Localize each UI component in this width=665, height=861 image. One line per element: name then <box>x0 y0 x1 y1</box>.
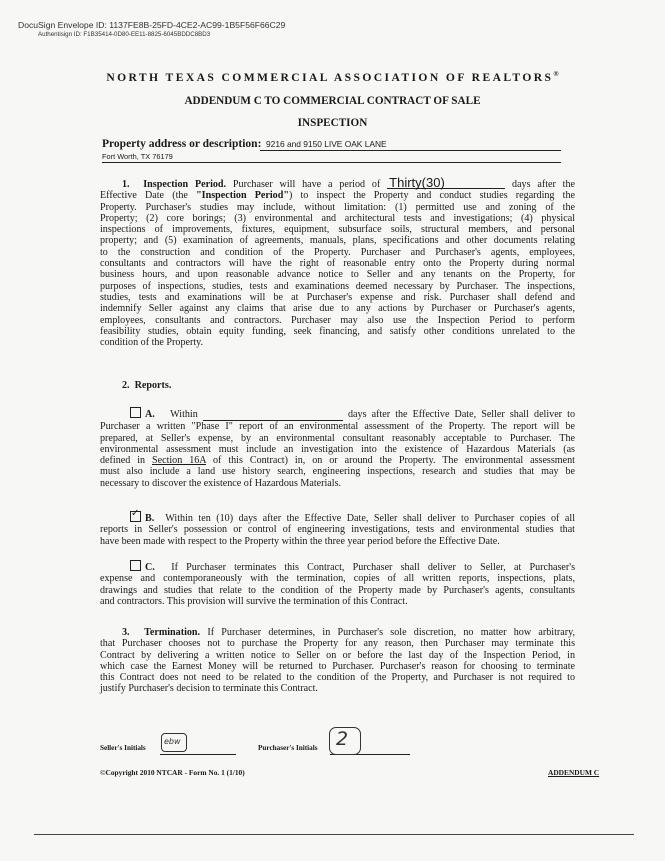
s2a-line: defined in Section 16A of this Contract) in, on or around the Property. The environmental assessment <box>100 455 575 467</box>
section-16a-link[interactable]: Section 16A <box>152 455 207 467</box>
section-reports-a <box>100 407 575 489</box>
s2a-line: A. Within days after the Effective Date, Seller shall deliver to <box>100 407 575 421</box>
addendum-title: ADDENDUM C TO COMMERCIAL CONTRACT OF SALE <box>184 95 481 107</box>
s3-line: that Purchaser chooses not to purchase the Property for any reason, then Purchaser may terminate this <box>100 638 575 650</box>
registered-mark: ® <box>553 70 559 78</box>
s2b-line: reports in Seller's possession or control of engineering investigations, tests and environmental studies that <box>100 524 575 536</box>
s2a-line: prepared, at Seller's expense, by an environmental consultant reasonably acceptable to Purchaser. The <box>100 432 575 444</box>
s3-line: which case the Earnest Money will be returned to Purchaser. Purchaser's reason for choosing to terminate <box>100 660 575 672</box>
docusign-stamp <box>18 21 285 39</box>
property-label: Property address or description: <box>102 138 262 150</box>
s3-line: 3. Termination. If Purchaser determines, in Purchaser's sole discretion, no matter how arbitrary, <box>122 627 575 638</box>
s2-heading: Reports. <box>134 380 172 391</box>
s2c-line: C. If Purchaser terminates this Contract, Purchaser shall deliver to Seller, at Purchaser's <box>100 560 575 573</box>
s2b-line: have been made with respect to the Property within the three year period before the Effective Date. <box>100 535 500 547</box>
authentisign-id: Authentisign ID: F1B35414-0D80-EE11-8825-6045BDDC8BD3 <box>38 31 211 38</box>
s1-heading: Inspection Period. <box>143 179 227 190</box>
purchaser-initials-field[interactable]: 2 <box>336 728 349 750</box>
s2a-line: environmental assessment must include an investigation into the existence of Hazardous Materials (as <box>100 443 575 455</box>
s2a-checkbox[interactable] <box>130 407 141 418</box>
s1-line: consultants and contractors will have the right of reasonable entry onto the Property during normal <box>100 258 575 270</box>
s2a-line: must also include a land use history search, engineering inspections, research and studies that may be <box>100 466 575 478</box>
addendum-reference: ADDENDUM C <box>548 768 600 777</box>
s1-line: indemnify Seller against any claims that arise due to any actions by Purchaser or Purchaser's agents, <box>100 303 575 315</box>
property-address-line-2 <box>102 162 561 163</box>
s2a-days-field[interactable] <box>203 409 343 421</box>
s2b-line: ✓ B. Within ten (10) days after the Effective Date, Seller shall deliver to Purchaser copies of all <box>131 508 575 524</box>
s1-line: purposes of inspections, studies, tests and examinations deemed necessary by Purchaser. The inspections, <box>100 280 575 292</box>
s3-line: Contract by delivering a written notice to Seller on or before the last day of the Inspection Period, in <box>100 649 575 661</box>
s1-line: property; and (5) examination of agreements, manuals, plans, specifications and other documents relating <box>100 235 575 247</box>
page-bottom-rule <box>34 834 634 835</box>
s2b-checkbox[interactable] <box>130 508 141 522</box>
s2c-checkbox[interactable] <box>130 560 141 571</box>
s2c-line: drawings and studies that relate to the condition of the Property made by Purchaser's agents, consultants <box>100 584 575 596</box>
s1-line: studies, tests and examinations will be at Purchaser's expense and risk. Purchaser shall defend and <box>100 291 575 303</box>
property-address-field[interactable]: 9216 and 9150 LIVE OAK LANE <box>266 139 387 149</box>
property-city-field[interactable]: Fort Worth, TX 76179 <box>102 152 173 161</box>
association-name: NORTH TEXAS COMMERCIAL ASSOCIATION OF REALTORS® <box>106 70 559 84</box>
s2a-line: necessary to discover the existence of Hazardous Materials. <box>100 477 342 489</box>
inspection-period-field[interactable]: Thirty(30) <box>387 177 505 189</box>
section-reports <box>100 380 575 391</box>
s1-line: to the construction and condition of the Property. Purchaser and Purchaser's agents, employees, <box>100 246 575 258</box>
s3-heading: Termination. <box>144 627 201 638</box>
s2a-line: Purchaser a written "Phase I" report of an environmental assessment of the Property. The report will be <box>100 421 575 433</box>
s1-line: condition of the Property. <box>100 337 204 349</box>
s1-line: Property. Purchaser's studies may include, without limitation: (1) permitted use and zoning of the <box>100 201 575 213</box>
s3-line: justify Purchaser's decision to terminate this Contract. <box>100 683 318 695</box>
copyright-notice: ©Copyright 2010 NTCAR - Form No. 1 (1/10) <box>100 768 245 777</box>
s1-line: Property; (2) core borings; (3) environmental and architectural tests and investigations; (4) physical <box>100 212 575 224</box>
s2-heading-line: 2. Reports. <box>122 380 172 391</box>
section-title: INSPECTION <box>297 117 368 129</box>
seller-initials-label: Seller's Initials <box>100 744 146 752</box>
s1-line: business hours, and upon reasonable advance notice to Seller and any tenants on the Property, for <box>100 269 575 281</box>
s3-line: this Contract does not need to be related to the condition of the Property, and Purchaser is not required to <box>100 672 575 684</box>
s1-line: 1. Inspection Period. Purchaser will have a period of Thirty(30) days after the <box>122 175 576 190</box>
section-inspection-period <box>100 177 575 348</box>
property-address-line <box>260 150 561 151</box>
check-icon: ✓ <box>131 508 140 519</box>
s1-line: employees, consultants and contractors. Purchaser may also use the Inspection Period to perform <box>100 314 575 326</box>
seller-initials-line <box>160 754 236 755</box>
purchaser-initials-label: Purchaser's Initials <box>258 744 318 752</box>
section-reports-c <box>100 560 575 607</box>
seller-initials-field[interactable]: ebw <box>164 737 181 746</box>
docusign-envelope-id: DocuSign Envelope ID: 1137FE8B-25FD-4CE2-AC99-1B5F56F66C29 <box>18 20 286 30</box>
s2c-line: and contractors. This provision will survive the termination of this Contract. <box>100 595 408 607</box>
section-reports-b <box>100 508 575 547</box>
s2c-line: expense and contemporaneously with the termination, copies of all written reports, inspections, plats, <box>100 573 575 585</box>
s1-line: inspections of improvements, fixtures, equipment, subsurface soils, structural members, and personal <box>100 224 575 236</box>
section-termination <box>100 627 575 695</box>
s1-line: Effective Date (the "Inspection Period") to inspect the Property and conduct studies regarding the <box>100 190 575 202</box>
s1-line: feasibility studies, obtain equity funding, seek financing, and satisfy other conditions unrelated to the <box>100 325 575 337</box>
